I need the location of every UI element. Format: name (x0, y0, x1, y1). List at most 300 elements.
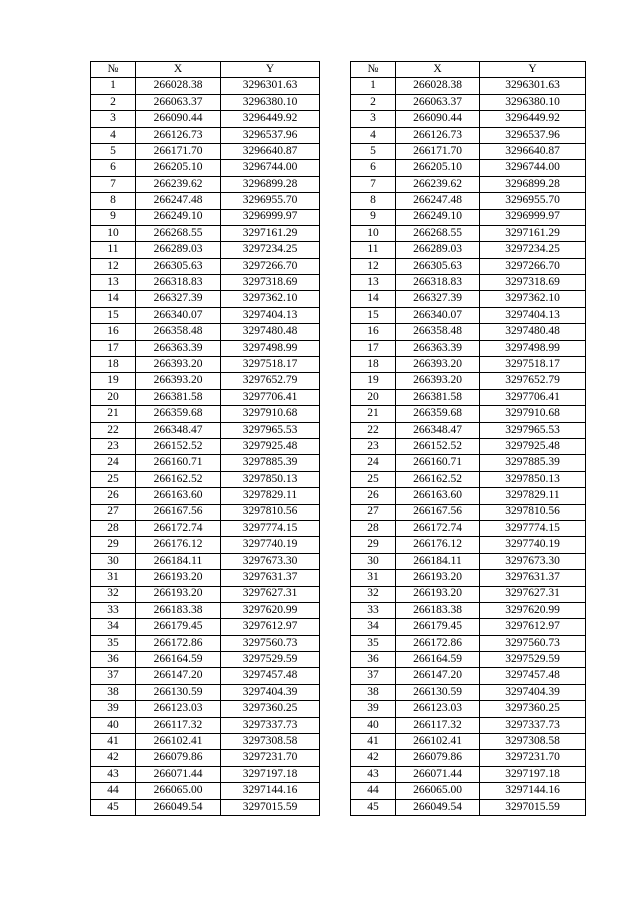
cell-number: 9 (91, 209, 136, 225)
cell-x: 266160.71 (396, 455, 480, 471)
cell-number: 11 (351, 242, 396, 258)
cell-y: 3297234.25 (221, 242, 320, 258)
cell-number: 34 (91, 619, 136, 635)
table-row (351, 602, 586, 618)
table-row (351, 652, 586, 668)
cell-number: 28 (91, 520, 136, 536)
cell-number: 35 (91, 635, 136, 651)
table-row (351, 455, 586, 471)
cell-y: 3297480.48 (480, 324, 586, 340)
cell-y: 3297266.70 (480, 258, 586, 274)
cell-number: 23 (351, 438, 396, 454)
table-row (91, 422, 320, 438)
cell-x: 266167.56 (396, 504, 480, 520)
cell-x: 266147.20 (136, 668, 221, 684)
cell-number: 7 (91, 176, 136, 192)
cell-y: 3296380.10 (480, 94, 586, 110)
cell-number: 15 (91, 307, 136, 323)
table-row (351, 520, 586, 536)
table-row (351, 570, 586, 586)
cell-y: 3297337.73 (221, 717, 320, 733)
coordinate-table-right (350, 61, 586, 816)
table-row (91, 209, 320, 225)
cell-number: 6 (91, 160, 136, 176)
cell-x: 266183.38 (136, 602, 221, 618)
table-row (351, 127, 586, 143)
table-row (91, 291, 320, 307)
table-row (91, 78, 320, 94)
cell-y: 3297910.68 (221, 406, 320, 422)
cell-x: 266164.59 (136, 652, 221, 668)
cell-x: 266079.86 (396, 750, 480, 766)
cell-number: 33 (351, 602, 396, 618)
cell-y: 3297015.59 (221, 799, 320, 815)
cell-x: 266268.55 (396, 225, 480, 241)
table-row (351, 684, 586, 700)
cell-y: 3296640.87 (480, 143, 586, 159)
cell-number: 38 (91, 684, 136, 700)
cell-x: 266065.00 (136, 783, 221, 799)
cell-y: 3297829.11 (480, 488, 586, 504)
table-header-row (351, 62, 586, 78)
cell-x: 266289.03 (136, 242, 221, 258)
cell-x: 266205.10 (136, 160, 221, 176)
table-row (351, 160, 586, 176)
cell-number: 31 (351, 570, 396, 586)
cell-number: 30 (351, 553, 396, 569)
cell-x: 266071.44 (136, 766, 221, 782)
cell-y: 3297652.79 (480, 373, 586, 389)
cell-y: 3297231.70 (221, 750, 320, 766)
table-row (351, 193, 586, 209)
cell-x: 266359.68 (136, 406, 221, 422)
cell-number: 10 (351, 225, 396, 241)
cell-number: 26 (351, 488, 396, 504)
cell-x: 266393.20 (136, 373, 221, 389)
table-row (91, 111, 320, 127)
cell-y: 3296380.10 (221, 94, 320, 110)
cell-y: 3297560.73 (221, 635, 320, 651)
table-row (351, 406, 586, 422)
cell-y: 3297404.13 (221, 307, 320, 323)
table-row (91, 553, 320, 569)
cell-y: 3297631.37 (480, 570, 586, 586)
cell-number: 6 (351, 160, 396, 176)
cell-y: 3296899.28 (221, 176, 320, 192)
cell-number: 45 (351, 799, 396, 815)
cell-number: 18 (91, 357, 136, 373)
cell-x: 266176.12 (396, 537, 480, 553)
cell-x: 266193.20 (136, 570, 221, 586)
cell-number: 44 (91, 783, 136, 799)
cell-x: 266163.60 (396, 488, 480, 504)
cell-y: 3297498.99 (480, 340, 586, 356)
cell-x: 266393.20 (136, 357, 221, 373)
cell-number: 13 (91, 275, 136, 291)
cell-y: 3297529.59 (480, 652, 586, 668)
table-row (91, 717, 320, 733)
cell-x: 266171.70 (136, 143, 221, 159)
cell-y: 3297161.29 (480, 225, 586, 241)
cell-y: 3297529.59 (221, 652, 320, 668)
cell-x: 266028.38 (396, 78, 480, 94)
cell-y: 3297457.48 (480, 668, 586, 684)
table-row (91, 143, 320, 159)
table-row (91, 602, 320, 618)
table-row (351, 438, 586, 454)
cell-y: 3297404.13 (480, 307, 586, 323)
cell-x: 266162.52 (136, 471, 221, 487)
table-row (91, 668, 320, 684)
cell-y: 3296744.00 (480, 160, 586, 176)
cell-number: 37 (91, 668, 136, 684)
cell-x: 266065.00 (396, 783, 480, 799)
table-row (351, 471, 586, 487)
header-x: X (396, 62, 480, 78)
table-row (351, 586, 586, 602)
cell-y: 3297318.69 (221, 275, 320, 291)
cell-x: 266090.44 (396, 111, 480, 127)
cell-x: 266358.48 (396, 324, 480, 340)
cell-x: 266381.58 (136, 389, 221, 405)
cell-number: 17 (351, 340, 396, 356)
header-y: Y (221, 62, 320, 78)
table-row (351, 717, 586, 733)
cell-x: 266164.59 (396, 652, 480, 668)
cell-y: 3297362.10 (221, 291, 320, 307)
table-row (351, 799, 586, 815)
cell-number: 3 (91, 111, 136, 127)
cell-y: 3297627.31 (480, 586, 586, 602)
table-row (351, 766, 586, 782)
cell-x: 266289.03 (396, 242, 480, 258)
table-row (91, 275, 320, 291)
cell-y: 3297740.19 (221, 537, 320, 553)
cell-x: 266176.12 (136, 537, 221, 553)
cell-x: 266193.20 (396, 586, 480, 602)
table-row (351, 78, 586, 94)
cell-number: 40 (91, 717, 136, 733)
cell-number: 14 (91, 291, 136, 307)
cell-y: 3296301.63 (480, 78, 586, 94)
table-row (91, 799, 320, 815)
cell-y: 3296744.00 (221, 160, 320, 176)
table-row (91, 619, 320, 635)
cell-x: 266348.47 (136, 422, 221, 438)
table-row (91, 684, 320, 700)
cell-number: 1 (91, 78, 136, 94)
cell-y: 3297560.73 (480, 635, 586, 651)
cell-x: 266193.20 (136, 586, 221, 602)
table-row (351, 94, 586, 110)
cell-y: 3297774.15 (480, 520, 586, 536)
cell-y: 3297850.13 (480, 471, 586, 487)
cell-x: 266152.52 (136, 438, 221, 454)
cell-x: 266063.37 (396, 94, 480, 110)
table-row (351, 258, 586, 274)
cell-x: 266102.41 (396, 734, 480, 750)
cell-number: 11 (91, 242, 136, 258)
cell-y: 3297965.53 (221, 422, 320, 438)
table-row (351, 275, 586, 291)
cell-number: 44 (351, 783, 396, 799)
cell-x: 266381.58 (396, 389, 480, 405)
cell-number: 26 (91, 488, 136, 504)
cell-number: 39 (351, 701, 396, 717)
cell-y: 3297404.39 (221, 684, 320, 700)
table-row (351, 422, 586, 438)
table-row (91, 193, 320, 209)
cell-x: 266028.38 (136, 78, 221, 94)
cell-x: 266305.63 (396, 258, 480, 274)
cell-number: 36 (351, 652, 396, 668)
cell-number: 18 (351, 357, 396, 373)
table-row (91, 160, 320, 176)
table-row (91, 94, 320, 110)
cell-y: 3297498.99 (221, 340, 320, 356)
cell-x: 266327.39 (396, 291, 480, 307)
cell-y: 3297620.99 (480, 602, 586, 618)
cell-y: 3297480.48 (221, 324, 320, 340)
cell-y: 3297231.70 (480, 750, 586, 766)
coordinate-table-left (90, 61, 320, 816)
cell-y: 3297706.41 (221, 389, 320, 405)
cell-y: 3297197.18 (221, 766, 320, 782)
cell-number: 40 (351, 717, 396, 733)
cell-number: 38 (351, 684, 396, 700)
cell-y: 3297740.19 (480, 537, 586, 553)
cell-y: 3297965.53 (480, 422, 586, 438)
cell-number: 16 (91, 324, 136, 340)
table-row (351, 750, 586, 766)
table-row (351, 635, 586, 651)
cell-number: 10 (91, 225, 136, 241)
cell-y: 3296537.96 (221, 127, 320, 143)
cell-x: 266247.48 (136, 193, 221, 209)
cell-number: 9 (351, 209, 396, 225)
table-row (91, 766, 320, 782)
cell-y: 3297627.31 (221, 586, 320, 602)
cell-y: 3297885.39 (221, 455, 320, 471)
cell-x: 266102.41 (136, 734, 221, 750)
cell-number: 4 (351, 127, 396, 143)
cell-x: 266130.59 (136, 684, 221, 700)
cell-y: 3297266.70 (221, 258, 320, 274)
table-row (351, 783, 586, 799)
cell-number: 42 (351, 750, 396, 766)
cell-number: 43 (91, 766, 136, 782)
cell-number: 21 (351, 406, 396, 422)
cell-y: 3296955.70 (480, 193, 586, 209)
cell-x: 266205.10 (396, 160, 480, 176)
cell-y: 3297337.73 (480, 717, 586, 733)
table-row (91, 570, 320, 586)
cell-x: 266179.45 (396, 619, 480, 635)
cell-y: 3296449.92 (221, 111, 320, 127)
cell-x: 266126.73 (396, 127, 480, 143)
table-row (351, 357, 586, 373)
cell-y: 3297810.56 (221, 504, 320, 520)
cell-number: 37 (351, 668, 396, 684)
cell-x: 266126.73 (136, 127, 221, 143)
cell-number: 29 (351, 537, 396, 553)
cell-x: 266184.11 (396, 553, 480, 569)
cell-y: 3297457.48 (221, 668, 320, 684)
header-x: X (136, 62, 221, 78)
cell-x: 266249.10 (396, 209, 480, 225)
cell-number: 8 (91, 193, 136, 209)
cell-number: 17 (91, 340, 136, 356)
cell-number: 32 (351, 586, 396, 602)
table-row (351, 537, 586, 553)
cell-x: 266363.39 (136, 340, 221, 356)
table-row (91, 504, 320, 520)
cell-x: 266147.20 (396, 668, 480, 684)
table-row (351, 553, 586, 569)
cell-y: 3296899.28 (480, 176, 586, 192)
table-row (91, 307, 320, 323)
cell-number: 24 (351, 455, 396, 471)
table-header-row (91, 62, 320, 78)
cell-number: 1 (351, 78, 396, 94)
cell-x: 266363.39 (396, 340, 480, 356)
cell-x: 266239.62 (396, 176, 480, 192)
cell-x: 266247.48 (396, 193, 480, 209)
cell-y: 3296640.87 (221, 143, 320, 159)
table-row (91, 242, 320, 258)
cell-y: 3297774.15 (221, 520, 320, 536)
cell-number: 27 (91, 504, 136, 520)
table-row (351, 176, 586, 192)
cell-number: 12 (351, 258, 396, 274)
cell-number: 14 (351, 291, 396, 307)
cell-y: 3297810.56 (480, 504, 586, 520)
table-row (91, 340, 320, 356)
cell-number: 28 (351, 520, 396, 536)
table-row (91, 225, 320, 241)
table-row (351, 143, 586, 159)
table-row (351, 668, 586, 684)
cell-number: 20 (351, 389, 396, 405)
cell-number: 5 (91, 143, 136, 159)
cell-y: 3296449.92 (480, 111, 586, 127)
cell-x: 266123.03 (136, 701, 221, 717)
cell-number: 12 (91, 258, 136, 274)
table-row (91, 537, 320, 553)
cell-number: 34 (351, 619, 396, 635)
table-row (91, 471, 320, 487)
cell-y: 3297318.69 (480, 275, 586, 291)
cell-x: 266318.83 (136, 275, 221, 291)
cell-y: 3297620.99 (221, 602, 320, 618)
header-number: № (91, 62, 136, 78)
table-row (351, 373, 586, 389)
table-row (351, 324, 586, 340)
cell-number: 22 (91, 422, 136, 438)
table-row (91, 586, 320, 602)
cell-number: 19 (351, 373, 396, 389)
cell-number: 22 (351, 422, 396, 438)
cell-y: 3297910.68 (480, 406, 586, 422)
cell-y: 3297706.41 (480, 389, 586, 405)
cell-y: 3296301.63 (221, 78, 320, 94)
cell-x: 266049.54 (136, 799, 221, 815)
cell-number: 4 (91, 127, 136, 143)
cell-y: 3297308.58 (480, 734, 586, 750)
cell-x: 266179.45 (136, 619, 221, 635)
cell-number: 45 (91, 799, 136, 815)
cell-number: 30 (91, 553, 136, 569)
cell-x: 266163.60 (136, 488, 221, 504)
cell-number: 25 (351, 471, 396, 487)
cell-x: 266340.07 (136, 307, 221, 323)
cell-x: 266305.63 (136, 258, 221, 274)
cell-x: 266193.20 (396, 570, 480, 586)
cell-number: 32 (91, 586, 136, 602)
cell-x: 266359.68 (396, 406, 480, 422)
cell-number: 41 (91, 734, 136, 750)
table-row (91, 455, 320, 471)
cell-x: 266348.47 (396, 422, 480, 438)
cell-x: 266130.59 (396, 684, 480, 700)
cell-x: 266160.71 (136, 455, 221, 471)
cell-number: 35 (351, 635, 396, 651)
cell-number: 19 (91, 373, 136, 389)
cell-y: 3297925.48 (221, 438, 320, 454)
cell-y: 3297144.16 (480, 783, 586, 799)
cell-number: 43 (351, 766, 396, 782)
cell-y: 3297652.79 (221, 373, 320, 389)
cell-x: 266183.38 (396, 602, 480, 618)
cell-y: 3297829.11 (221, 488, 320, 504)
header-y: Y (480, 62, 586, 78)
cell-x: 266049.54 (396, 799, 480, 815)
table-row (91, 635, 320, 651)
table-row (91, 783, 320, 799)
table-row (91, 488, 320, 504)
cell-x: 266184.11 (136, 553, 221, 569)
cell-x: 266090.44 (136, 111, 221, 127)
table-row (91, 406, 320, 422)
cell-y: 3296999.97 (221, 209, 320, 225)
table-row (351, 209, 586, 225)
table-row (91, 520, 320, 536)
cell-x: 266340.07 (396, 307, 480, 323)
table-row (91, 324, 320, 340)
cell-x: 266123.03 (396, 701, 480, 717)
cell-x: 266393.20 (396, 357, 480, 373)
cell-x: 266171.70 (396, 143, 480, 159)
cell-number: 25 (91, 471, 136, 487)
table-row (351, 340, 586, 356)
cell-number: 39 (91, 701, 136, 717)
cell-y: 3296955.70 (221, 193, 320, 209)
cell-x: 266063.37 (136, 94, 221, 110)
cell-number: 41 (351, 734, 396, 750)
cell-x: 266318.83 (396, 275, 480, 291)
cell-x: 266172.74 (136, 520, 221, 536)
cell-number: 36 (91, 652, 136, 668)
table-row (351, 291, 586, 307)
cell-x: 266172.86 (396, 635, 480, 651)
cell-x: 266172.86 (136, 635, 221, 651)
table-row (351, 111, 586, 127)
table-row (91, 258, 320, 274)
cell-number: 3 (351, 111, 396, 127)
cell-y: 3297518.17 (480, 357, 586, 373)
cell-number: 5 (351, 143, 396, 159)
cell-y: 3297015.59 (480, 799, 586, 815)
